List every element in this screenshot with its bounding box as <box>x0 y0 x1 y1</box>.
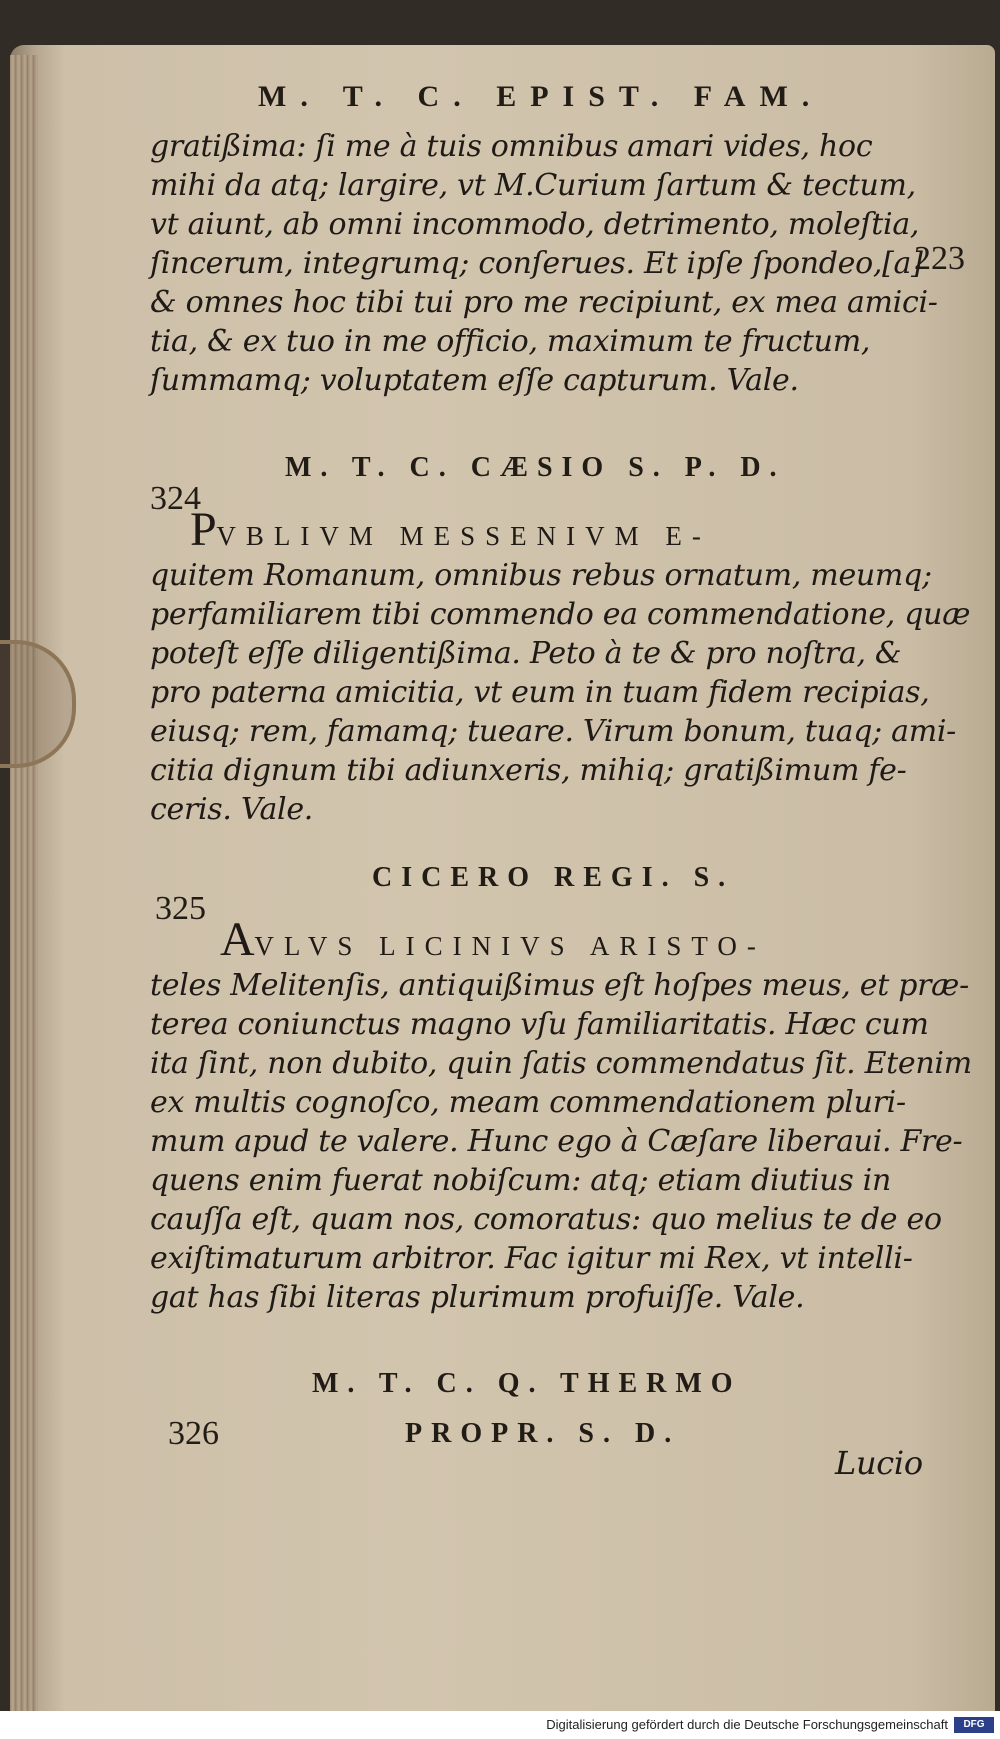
text-line: gat has ſibi literas plurimum profuiſſe. Vale. <box>150 1280 805 1315</box>
text-line: exiſtimaturum arbitror. Fac igitur mi Rex, vt intelli- <box>150 1241 913 1276</box>
page-edge-stack <box>10 55 38 1715</box>
text-line: ſincerum, integrumq; conſerues. Et ipſe ſpondeo,[a] <box>150 246 923 281</box>
dfg-logo: DFG <box>954 1717 994 1733</box>
text-line: mum apud te valere. Hunc ego à Cæſare liberaui. Fre- <box>150 1124 963 1159</box>
opening-line <box>150 503 920 556</box>
letter-325-body <box>150 913 972 1317</box>
digitization-footer <box>0 1711 1000 1739</box>
text-line: perfamiliarem tibi commendo ea commendatione, quæ <box>150 597 971 632</box>
text-line: poteſt eſſe diligentißima. Peto à te & pro noſtra, & <box>150 636 902 671</box>
text-line: gratißima: ſi me à tuis omnibus amari vides, hoc <box>150 129 873 164</box>
letter-number: 326 <box>168 1415 219 1452</box>
letter-number: 324 <box>150 480 201 517</box>
initial-letter: A <box>220 913 255 966</box>
text-line: ſummamq; voluptatem eſſe capturum. Vale. <box>150 363 799 398</box>
text-line: eiusq; rem, famamq; tueare. Virum bonum, tuaq; ami- <box>150 714 957 749</box>
text-line: cauſſa eſt, quam nos, comoratus: quo melius te de eo <box>150 1202 942 1237</box>
letter-324-body <box>150 503 971 829</box>
letter-heading: CICERO REGI. S. <box>372 862 735 893</box>
letter-heading: M. T. C. CÆSIO S. P. D. <box>285 452 786 483</box>
text-line: & omnes hoc tibi tui pro me recipiunt, ex mea amici- <box>150 285 938 320</box>
catchword: Lucio <box>835 1444 923 1482</box>
text-line: mihi da atq; largire, vt M.Curium ſartum & tectum, <box>150 168 916 203</box>
letter-heading: PROPR. S. D. <box>405 1418 681 1449</box>
initial-letter: P <box>190 503 217 556</box>
opening-caps: VLVS LICINIVS ARISTO- <box>254 931 766 961</box>
text-line: citia dignum tibi adiunxeris, mihiq; gratißimum fe- <box>150 753 907 788</box>
text-line: quitem Romanum, omnibus rebus ornatum, meumq; <box>150 558 932 593</box>
footer-text: Digitalisierung gefördert durch die Deutsche Forschungsgemeinschaft <box>546 1717 948 1732</box>
text-line: teles Melitenſis, antiquißimus eſt hoſpes meus, et præ- <box>150 968 969 1003</box>
letter-heading: M. T. C. Q. THERMO <box>312 1368 742 1399</box>
text-line: terea coniunctus magno vſu familiaritatis. Hæc cum <box>150 1007 929 1042</box>
opening-caps: VBLIVM MESSENIVM E- <box>216 521 711 551</box>
text-line: tia, & ex tuo in me officio, maximum te fructum, <box>150 324 871 359</box>
text-line: ex multis cognoſco, meam commendationem pluri- <box>150 1085 906 1120</box>
letter-number: 325 <box>155 890 206 927</box>
text-line: pro paterna amicitia, vt eum in tuam fidem recipias, <box>150 675 930 710</box>
text-line: quens enim fuerat nobiſcum: atq; etiam diutius in <box>150 1163 891 1198</box>
page-number: 223 <box>914 240 965 277</box>
letter-end-text <box>150 127 938 400</box>
text-line: ita ſint, non dubito, quin ſatis commendatus ſit. Etenim <box>150 1046 972 1081</box>
running-head: M. T. C. EPIST. FAM. <box>258 80 824 113</box>
text-line: vt aiunt, ab omni incommodo, detrimento, moleſtia, <box>150 207 920 242</box>
opening-line <box>150 913 920 966</box>
text-line: ceris. Vale. <box>150 792 314 827</box>
